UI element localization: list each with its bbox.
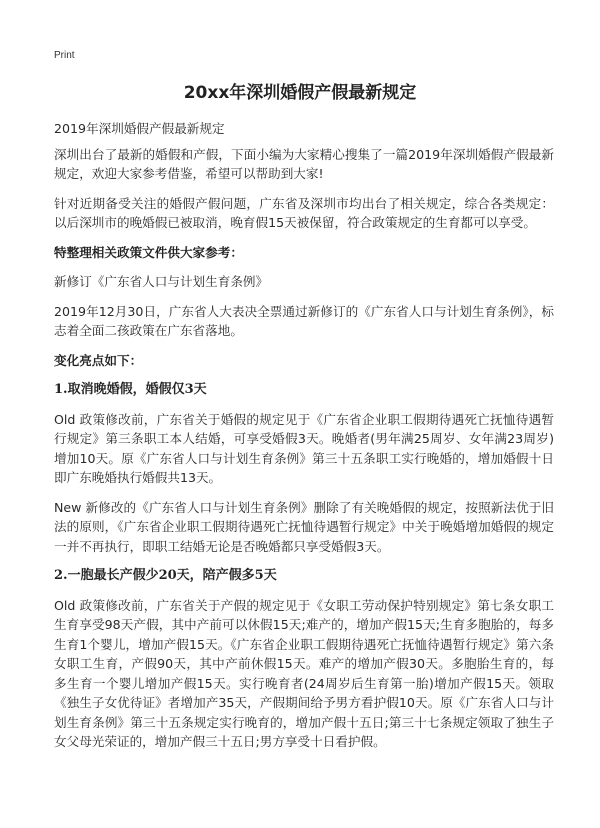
policy-paragraph: 2019年12月30日，广东省人大表决全票通过新修订的《广东省人口与计划生育条例》，标志着全面二孩政策在广东省落地。 (54, 303, 554, 338)
intro-paragraph-1: 深圳出台了最新的婚假和产假，下面小编为大家精心搜集了一篇2019年深圳婚假产假最新规定，欢迎大家参考借鉴，希望可以帮助到大家! (54, 146, 554, 181)
section-1-heading: 1.取消晚婚假，婚假仅3天 (54, 382, 207, 397)
document-body (54, 119, 554, 752)
document-subtitle: 2019年深圳婚假产假最新规定 (54, 121, 225, 136)
page-title: 20xx年深圳婚假产假最新规定 (183, 83, 417, 103)
section-2-old-paragraph: Old 政策修改前，广东省关于产假的规定见于《女职工劳动保护特别规定》第七条女职工生育享受98天产假，其中产前可以休假15天;难产的，增加产假15天;生育多胞胎的，每多生育1个婴儿，增加产假15天。《广东省企业职工假期待遇死亡抚恤待遇暂行规定》第六条女职工生育，产假90天，其中产前休假15天。难产的增加产假30天。多胞胎生育的，每多生育一个婴儿增加产假15天。实行晚育者(24周岁后生育第一胎)增加产假15天。领取《独生子女优待证》者增加产35天，产假期间给予男方看护假10天。原《广东省人口与计划生育条例》第三十五条规定实行晚育的，增加产假十五日;第三十七条规定领取了独生子女父母光荣证的，增加产假三十五日;男方享受十日看护假。 (54, 597, 554, 749)
policy-heading: 特整理相关政策文件供大家参考： (54, 244, 243, 260)
policy-name: 新修订《广东省人口与计划生育条例》 (54, 274, 269, 289)
section-1-old-paragraph: Old 政策修改前，广东省关于婚假的规定见于《广东省企业职工假期待遇死亡抚恤待遇暂行规定》第三条职工本人结婚，可享受婚假3天。晚婚者(男年满25周岁、女年满23周岁)增加10天。原《广东省人口与计划生育条例》第三十五条职工实行晚婚的，增加婚假十日即广东晚婚执行婚假共13天。 (54, 411, 554, 485)
section-2-heading: 2.一胞最长产假少20天，陪产假多5天 (54, 568, 277, 583)
section-1-new-paragraph: New 新修改的《广东省人口与计划生育条例》删除了有关晚婚假的规定，按照新法优于旧法的原则，《广东省企业职工假期待遇死亡抚恤待遇暂行规定》中关于晚婚增加婚假的规定一并不再执行，即职工结婚无论是否晚婚都只享受婚假3天。 (54, 499, 554, 554)
print-label: Print (54, 50, 75, 61)
changes-heading: 变化亮点如下： (54, 352, 143, 368)
intro-paragraph-2: 针对近期备受关注的婚假产假问题，广东省及深圳市均出台了相关规定，综合各类规定：以后深圳市的晚婚假已被取消，晚育假15天被保留，符合政策规定的生育都可以享受。 (54, 195, 554, 230)
